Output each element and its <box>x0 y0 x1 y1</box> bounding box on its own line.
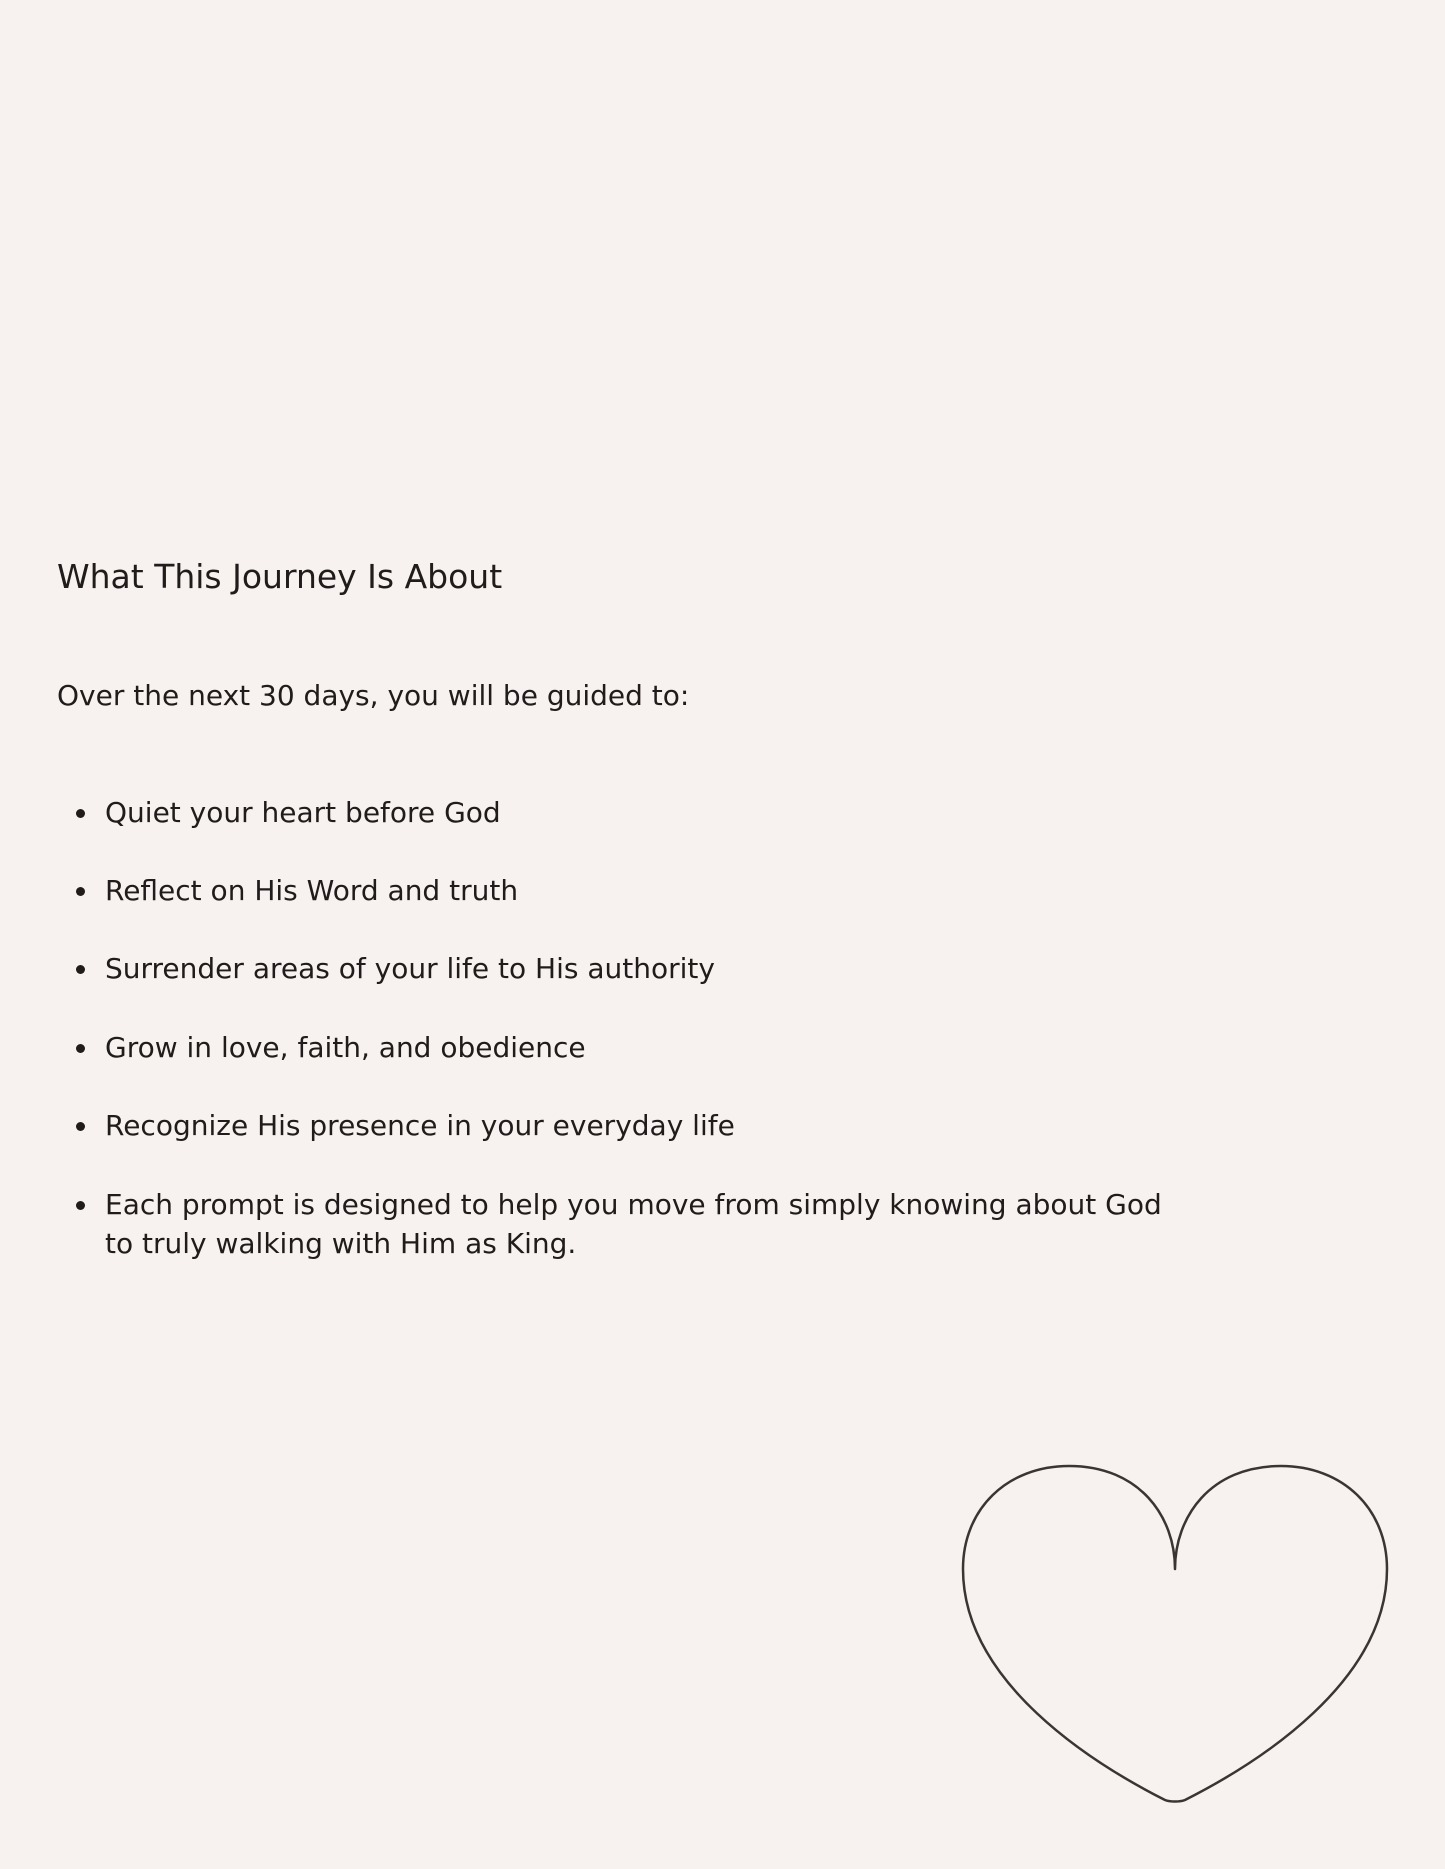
bullet-icon <box>76 887 85 896</box>
intro-text: Over the next 30 days, you will be guided to: <box>57 679 690 712</box>
list-item <box>0 871 1300 910</box>
bullet-icon <box>76 1044 85 1053</box>
heart-outline-icon <box>960 1462 1390 1807</box>
list-item <box>0 949 1300 988</box>
list-item-text: Grow in love, faith, and obedience <box>105 1031 586 1064</box>
bullet-icon <box>76 1201 85 1210</box>
list-item <box>0 1028 1300 1067</box>
list-item <box>0 1185 1300 1263</box>
bullet-icon <box>76 809 85 818</box>
list-item-text: Quiet your heart before God <box>105 796 501 829</box>
list-item-text: Recognize His presence in your everyday life <box>105 1109 735 1142</box>
list-item <box>0 793 1300 832</box>
page-heading: What This Journey Is About <box>57 557 503 596</box>
bullet-icon <box>76 1122 85 1131</box>
list-item <box>0 1106 1300 1145</box>
bullet-icon <box>76 965 85 974</box>
list-item-text: Reflect on His Word and truth <box>105 874 519 907</box>
list-item-text: Each prompt is designed to help you move from simply knowing about God to truly walking with Him as King. <box>105 1188 1162 1260</box>
list-item-text: Surrender areas of your life to His authority <box>105 952 715 985</box>
